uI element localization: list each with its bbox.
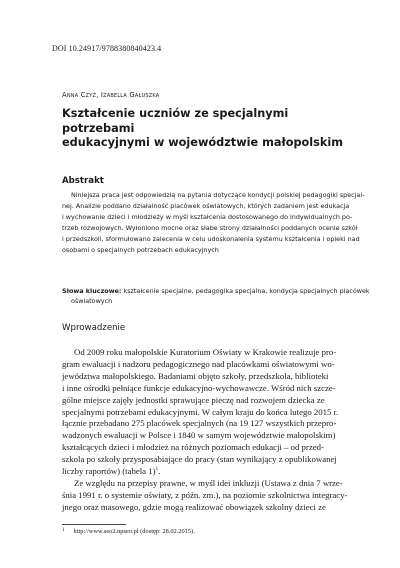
footnote-link[interactable]: http://www.seo2.npseo.pl (dostęp: 28.02.2015). <box>73 528 195 535</box>
body-text <box>62 347 346 514</box>
article-authors: Anna Czyż, Izabella Gałuszka <box>62 91 160 99</box>
body-line: Od 2009 roku małopolskie Kuratorium Oświaty w Krakowie realizuje pro- <box>74 347 337 357</box>
body-line-end: . <box>158 466 161 477</box>
body-line: kształcących dzieci i młodzież na różnych poziomach edukacji – od przed- <box>62 442 324 453</box>
footnote-divider <box>62 524 126 525</box>
abstract-body <box>62 190 365 256</box>
body-line: szkola po szkoły przysposabiające do pracy (stan wynikający z opublikowanej <box>62 454 337 465</box>
body-line: gólne miejsce zajęły jednostki sprawujące pieczę nad rozwojem dziecka ze <box>62 394 325 405</box>
body-line: łącznie przebadano 275 placówek specjalnych (na 19 127 wszystkich przepro- <box>62 418 337 429</box>
body-line: wadzonych ewaluacji w Polsce i 1840 w samym województwie małopolskim) <box>62 430 336 441</box>
abstract-line: osobami o specjalnych potrzebach edukacyjnych <box>62 246 219 254</box>
body-line: specjalnymi potrzebami edukacyjnymi. W całym kraju do końca lutego 2015 r. <box>62 406 339 417</box>
abstract-line: Niniejsza praca jest odpowiedzią na pytania dotyczące kondycji polskiej pedagogiki specjal- <box>71 191 365 199</box>
body-line: Ze względu na przepisy prawne, w myśl idei inkluzji (Ustawa z dnia 7 wrze- <box>74 477 343 488</box>
footnote <box>62 528 195 535</box>
keywords-label: Słowa kluczowe: <box>62 287 122 295</box>
footnote-reference[interactable]: 1 <box>155 466 159 473</box>
article-title <box>62 107 362 151</box>
abstract-line: i przedszkoli, sformułowano zalecenia w celu udoskonalenia systemu kształcenia i opieki nad <box>62 235 360 243</box>
abstract-line: nej. Analizie poddano działalność placówek oświatowych, których zadaniem jest edukacja <box>62 202 350 210</box>
doi-line: DOI 10.24917/9788380840423.4 <box>52 44 162 53</box>
body-line: śnia 1991 r. o systemie oświaty, z późn. zm.), na poziomie szkolnictwa integracy- <box>62 489 348 500</box>
title-line: edukacyjnymi w województwie małopolskim <box>62 136 344 149</box>
body-line: gram ewaluacji i nadzoru pedagogicznego nad placówkami oświatowymi wo- <box>62 358 335 369</box>
footnote-number: 1 <box>62 528 65 533</box>
abstract-line: trzeb rozwojowych. Wyłoniono mocne oraz słabe strony działalności poddanych ocenie szkół <box>62 224 358 232</box>
body-line: jnego oraz masowego, gdzie mogą realizować obowiązek szkolny dzieci ze <box>62 501 326 512</box>
body-line-text: liczby raportów) (tabela 1) <box>62 466 156 477</box>
section-heading: Wprowadzenie <box>62 323 126 333</box>
abstract-heading: Abstrakt <box>62 176 104 186</box>
body-line: i inne ośrodki pełniące funkcje edukacyjno-wychowawcze. Wśród nich szcze- <box>62 382 336 393</box>
title-line: Kształcenie uczniów ze specjalnymi potrzebami <box>62 107 289 135</box>
keywords-block <box>62 286 370 306</box>
body-line: jewództwa małopolskiego. Badaniami objęto szkoły, przedszkola, biblioteki <box>62 370 329 381</box>
keywords-line: oświatowych <box>71 297 113 305</box>
body-line <box>62 466 346 478</box>
keywords-text: kształcenie specjalne, pedagogika specjalna, kondycja specjalnych placówek <box>121 287 370 295</box>
keywords-line <box>62 286 370 296</box>
abstract-line: i wychowanie dzieci i młodzieży w myśl kształcenia dostosowanego do indywidualnych po- <box>62 213 353 221</box>
